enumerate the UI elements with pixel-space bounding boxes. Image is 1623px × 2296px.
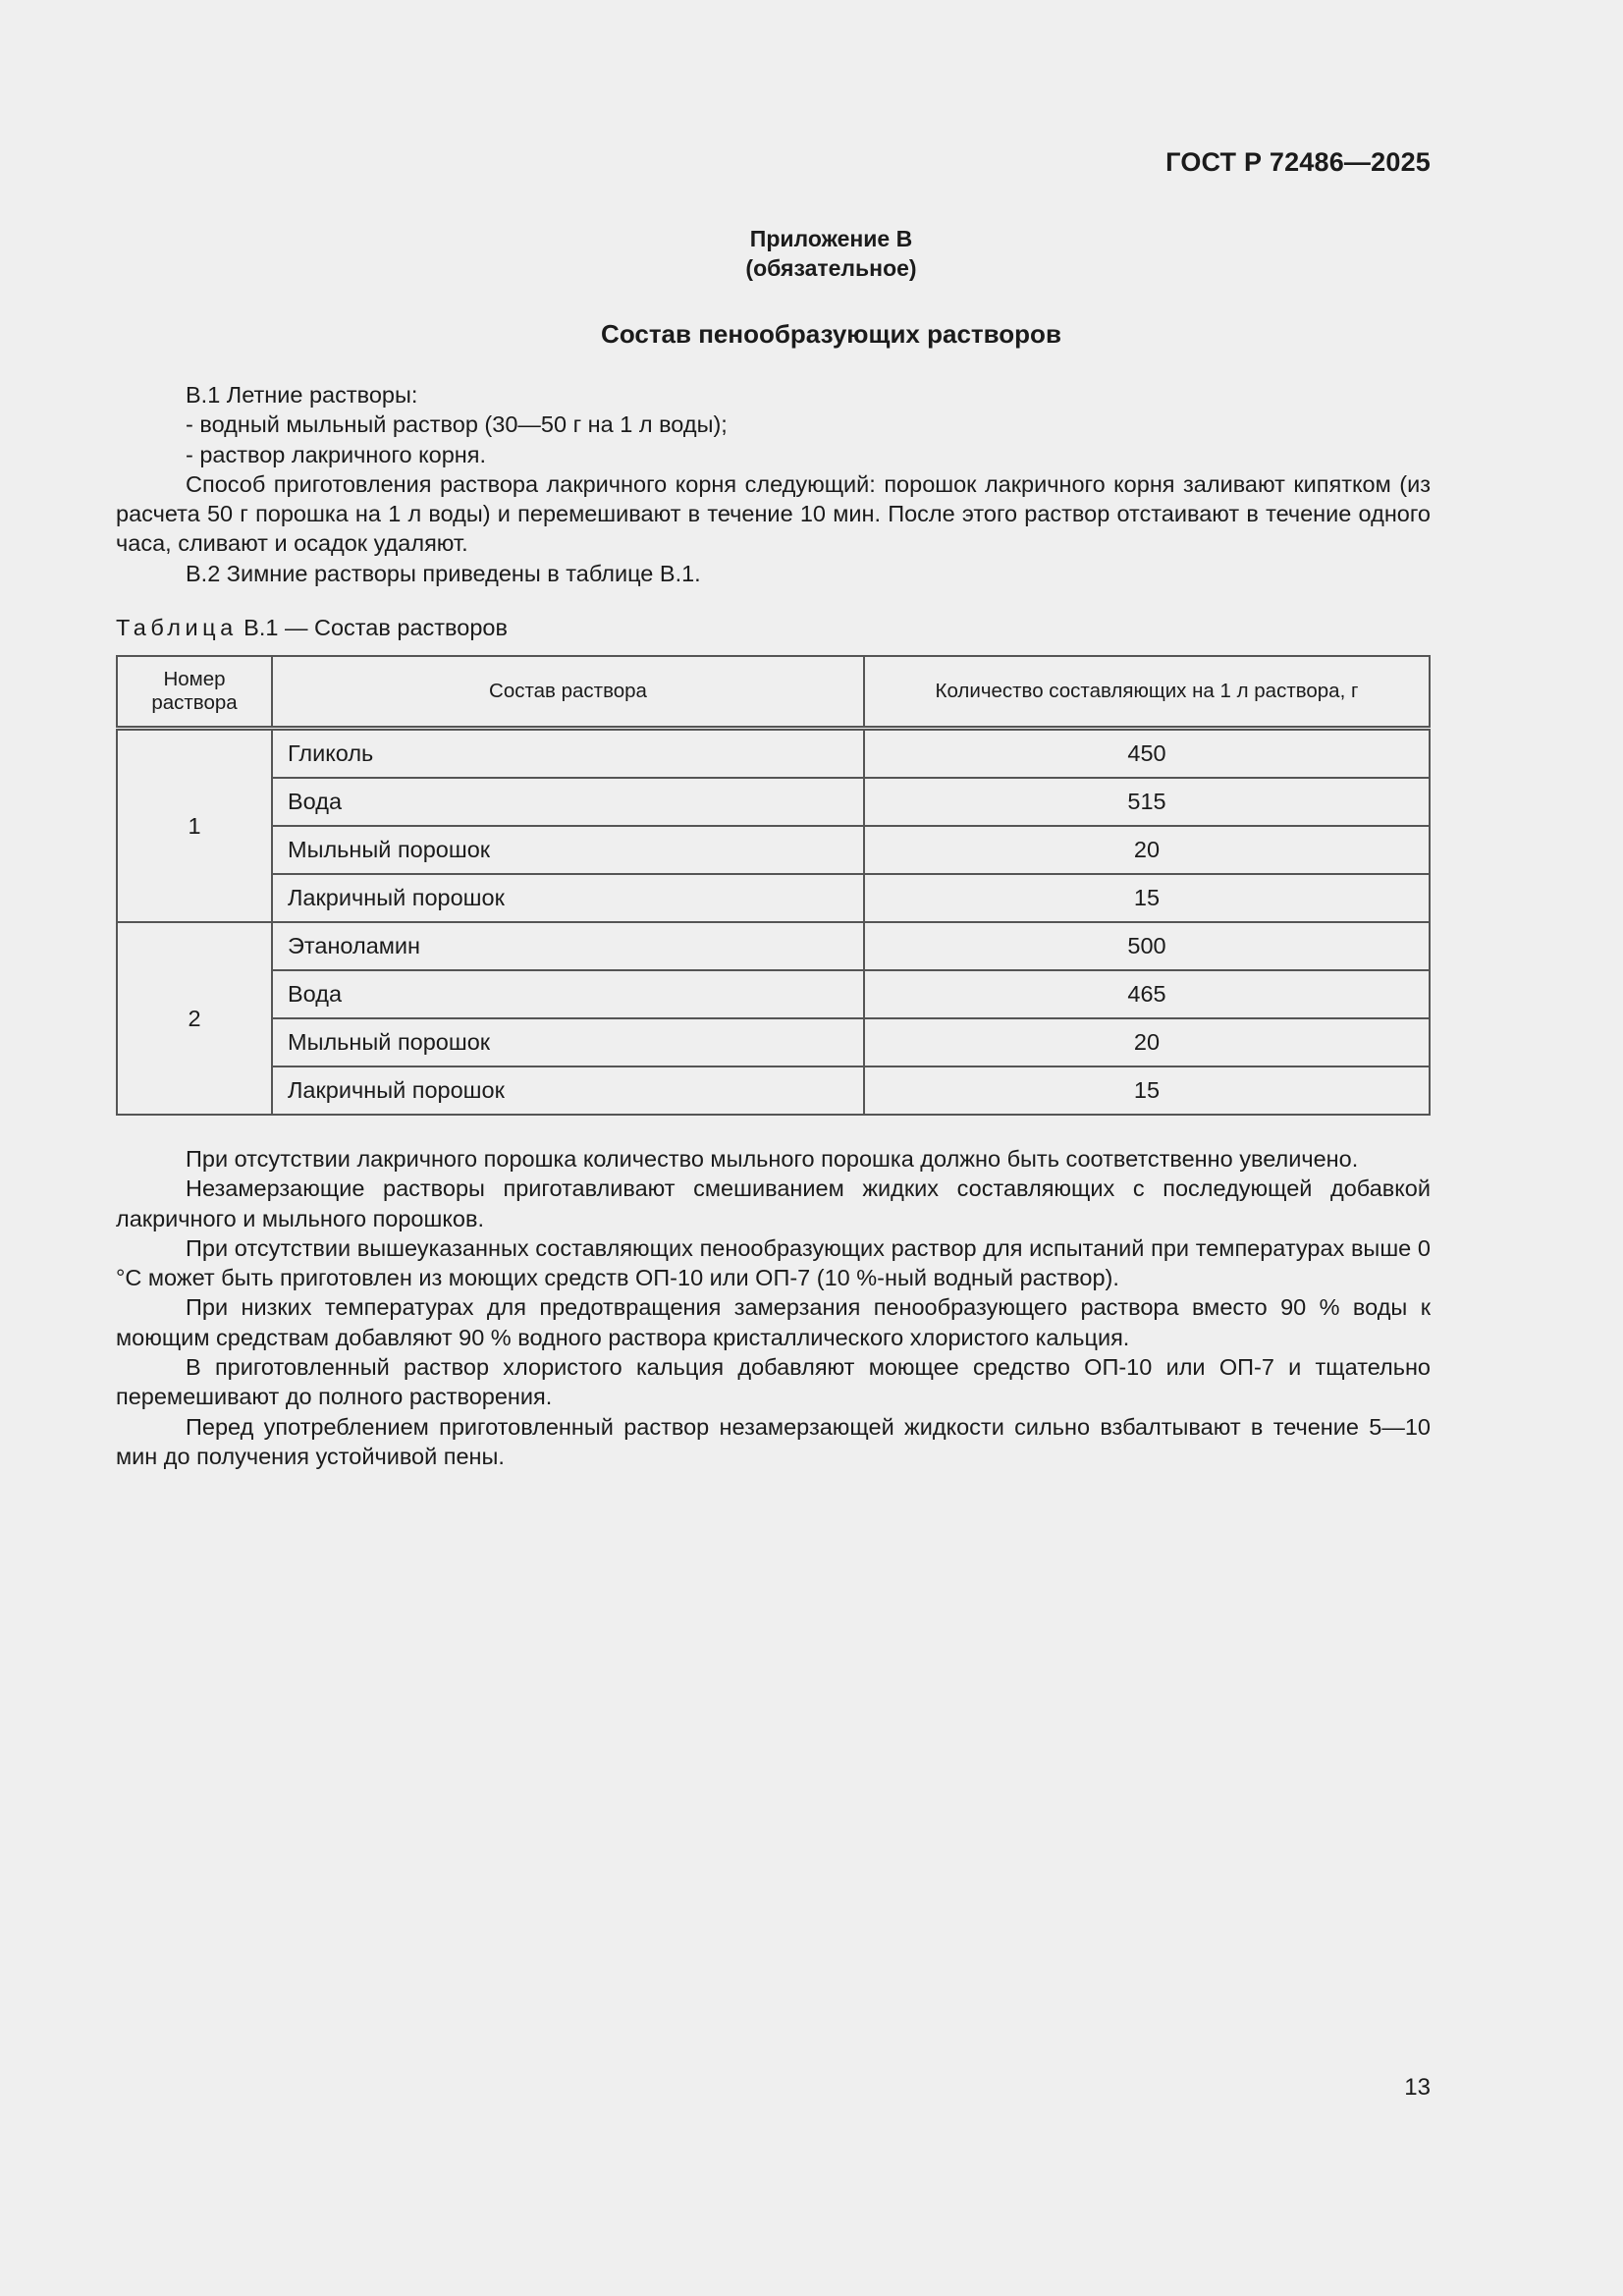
notes-text: [116, 1144, 1431, 1471]
solution-number: 2: [117, 922, 272, 1115]
appendix-heading: [0, 224, 1623, 283]
note-paragraph: Перед употреблением приготовленный раствор незамерзающей жидкости сильно взбалтывают в течение 5—10 мин до получения устойчивой пены.: [116, 1413, 1431, 1469]
paragraph-b2: В.2 Зимние растворы приведены в таблице В.1.: [186, 560, 701, 586]
component-cell: Этаноламин: [272, 922, 864, 970]
amount-cell: 450: [864, 729, 1430, 779]
table-header-row: [117, 656, 1430, 729]
intro-text: [116, 380, 1431, 588]
table-caption-word: Таблица: [116, 615, 238, 640]
paragraph-b1: В.1 Летние растворы:: [186, 382, 418, 408]
component-cell: Лакричный порошок: [272, 1066, 864, 1115]
amount-cell: 15: [864, 1066, 1430, 1115]
table-row: [117, 970, 1430, 1018]
page-number: 13: [1404, 2074, 1431, 2101]
list-item: - водный мыльный раствор (30—50 г на 1 л воды);: [186, 411, 728, 438]
list-item: - раствор лакричного корня.: [186, 441, 487, 467]
composition-table: [116, 655, 1431, 1116]
note-paragraph: В приготовленный раствор хлористого кальция добавляют моющее средство ОП-10 или ОП-7 и тщательно перемешивают до полного растворения.: [116, 1354, 1431, 1410]
section-title: Состав пенообразующих растворов: [601, 319, 1061, 349]
table-row: [117, 1018, 1430, 1066]
amount-cell: 465: [864, 970, 1430, 1018]
component-cell: Вода: [272, 778, 864, 826]
standard-code: ГОСТ Р 72486—2025: [1165, 147, 1431, 177]
appendix-title: Приложение В: [749, 226, 913, 251]
table-caption: [116, 615, 508, 641]
table-caption-text: В.1 — Состав растворов: [237, 615, 508, 640]
component-cell: Лакричный порошок: [272, 874, 864, 922]
note-paragraph: При отсутствии лакричного порошка количество мыльного порошка должно быть соответственно увеличено.: [186, 1146, 1359, 1172]
header-quantity: Количество составляющих на 1 л раствора, г: [864, 656, 1430, 729]
table-row: [117, 874, 1430, 922]
component-cell: Мыльный порошок: [272, 1018, 864, 1066]
amount-cell: 20: [864, 826, 1430, 874]
note-paragraph: При отсутствии вышеуказанных составляющих пенообразующих раствор для испытаний при температурах выше 0 °С может быть приготовлен из моющих средств ОП-10 или ОП-7 (10 %-ный водный раствор).: [116, 1234, 1431, 1291]
header-composition: Состав раствора: [272, 656, 864, 729]
table-row: [117, 826, 1430, 874]
amount-cell: 15: [864, 874, 1430, 922]
header-number: [117, 656, 272, 729]
component-cell: Мыльный порошок: [272, 826, 864, 874]
paragraph-method: Способ приготовления раствора лакричного корня следующий: порошок лакричного корня заливают кипятком (из расчета 50 г порошка на 1 л воды) и перемешивают в течение 10 мин. После этого раствор отстаивают в течение одного часа, сливают и осадок удаляют.: [116, 470, 1431, 557]
note-paragraph: При низких температурах для предотвращения замерзания пенообразующего раствора вместо 90 % воды к моющим средствам добавляют 90 % водного раствора кристаллического хлористого кальция.: [116, 1294, 1431, 1350]
appendix-status: (обязательное): [745, 255, 917, 281]
note-paragraph: Незамерзающие растворы приготавливают смешиванием жидких составляющих с последующей добавкой лакричного и мыльного порошков.: [116, 1175, 1431, 1231]
table-row: [117, 922, 1430, 970]
solution-number: 1: [117, 729, 272, 923]
component-cell: Гликоль: [272, 729, 864, 779]
table-row: [117, 778, 1430, 826]
table-row: [117, 729, 1430, 779]
header-number-text: Номер раствора: [151, 668, 238, 714]
table-row: [117, 1066, 1430, 1115]
amount-cell: 500: [864, 922, 1430, 970]
amount-cell: 515: [864, 778, 1430, 826]
component-cell: Вода: [272, 970, 864, 1018]
amount-cell: 20: [864, 1018, 1430, 1066]
